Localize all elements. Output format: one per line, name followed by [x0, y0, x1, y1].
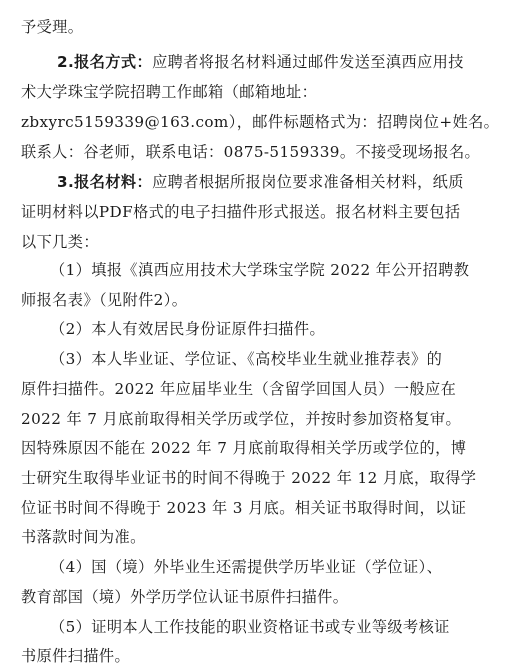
text-line: 以下几类： — [21, 233, 99, 251]
text-line: 原件扫描件。2022 年应届毕业生（含留学回国人员）一般应在 — [21, 380, 457, 398]
section-heading-line — [57, 52, 464, 74]
list-item: （2）本人有效居民身份证原件扫描件。 — [50, 320, 326, 338]
contact-line: 联系人：谷老师，联系电话：0875-5159339。不接受现场报名。 — [21, 143, 481, 161]
text-line: 教育部国（境）外学历学位认证书原件扫描件。 — [21, 588, 349, 606]
text-line: 书落款时间为准。 — [21, 528, 146, 546]
email-line: zbxyrc5159339@163.com），邮件标题格式为：招聘岗位+姓名。 — [21, 113, 500, 131]
section-heading-line — [57, 172, 464, 194]
text-line: 书原件扫描件。 — [21, 647, 131, 665]
section-text: 应聘者根据所报岗位要求准备相关材料，纸质 — [152, 173, 464, 191]
list-item: （3）本人毕业证、学位证、《高校毕业生就业推荐表》的 — [50, 350, 443, 368]
list-item: （4）国（境）外毕业生还需提供学历毕业证（学位证）、 — [50, 558, 443, 576]
text-line: 位证书时间不得晚于 2023 年 3 月底。相关证书取得时间，以证 — [21, 499, 467, 517]
text-line: 予受理。 — [21, 18, 84, 36]
text-line: 因特殊原因不能在 2022 年 7 月底前取得相关学历或学位的，博 — [21, 439, 467, 457]
text-line: 师报名表》（见附件2）。 — [21, 291, 188, 309]
text-line: 2022 年 7 月底前取得相关学历或学位，并按时参加资格复审。 — [21, 410, 462, 428]
section-label-registration-method: 2.报名方式： — [57, 53, 153, 71]
list-item: （5）证明本人工作技能的职业资格证书或专业等级考核证 — [50, 618, 450, 636]
text-line: 士研究生取得毕业证书的时间不得晚于 2022 年 12 月底，取得学 — [21, 469, 477, 487]
section-label-registration-materials: 3.报名材料： — [57, 173, 153, 191]
list-item: （1）填报《滇西应用技术大学珠宝学院 2022 年公开招聘教 — [50, 261, 470, 279]
text-line: 证明材料以PDF格式的电子扫描件形式报送。报名材料主要包括 — [21, 203, 461, 221]
section-text: 应聘者将报名材料通过邮件发送至滇西应用技 — [152, 53, 464, 71]
text-line: 术大学珠宝学院招聘工作邮箱（邮箱地址： — [21, 83, 318, 101]
